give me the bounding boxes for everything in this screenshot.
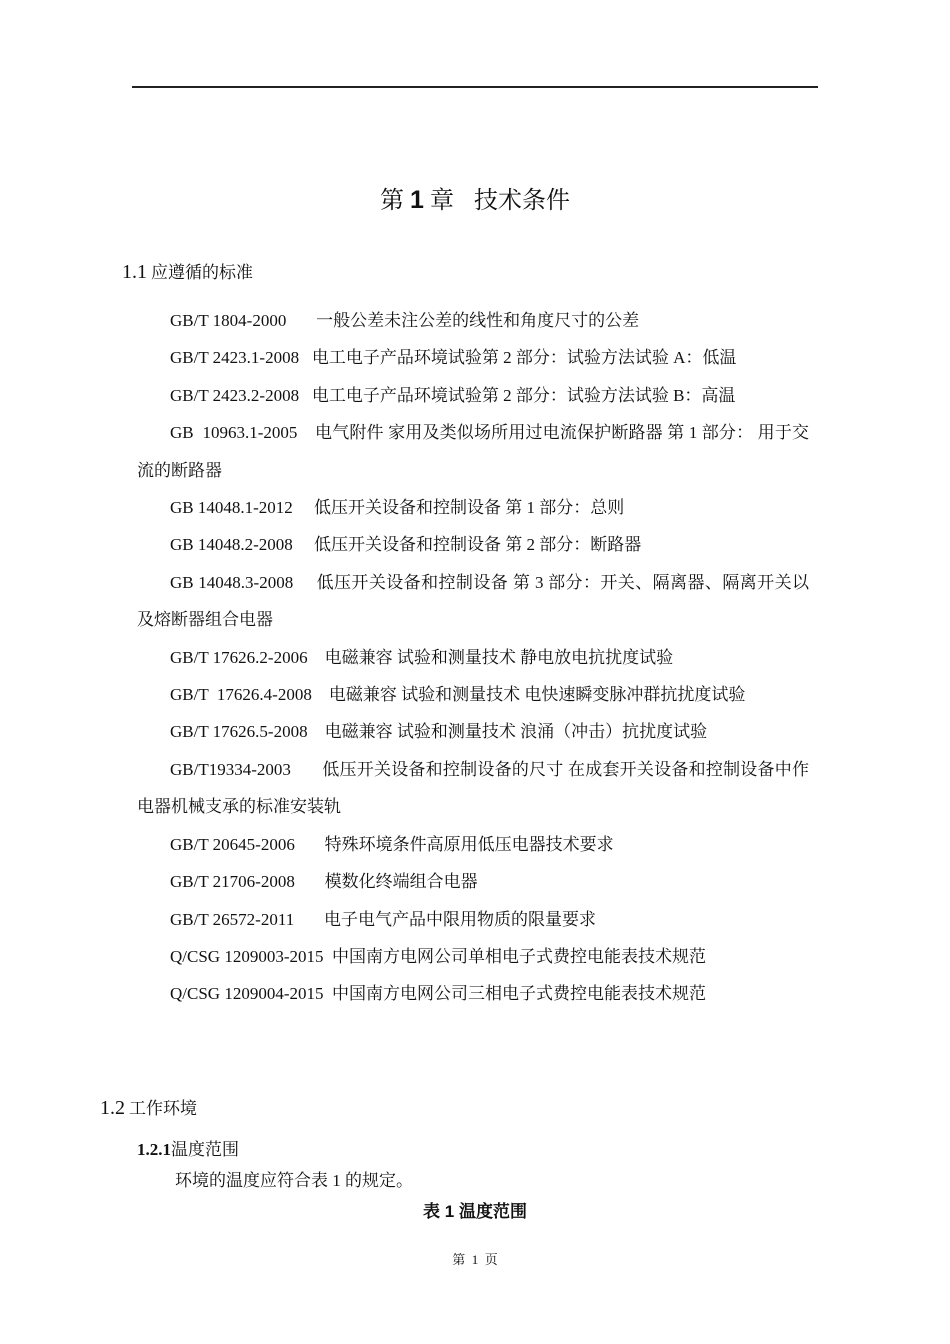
standard-code: GB 10963.1-2005 [170,423,316,443]
section-number: 1.2 [100,1097,125,1119]
section-title: 工作环境 [129,1099,197,1118]
standard-item [137,339,809,376]
standard-title: 电磁兼容 试验和测量技术 静电放电抗扰度试验 [324,647,674,667]
page-footer [0,1249,950,1268]
standard-title: 电气附件 家用及类似场所用过电流保护断路器 第 1 部分： 用于交流的断路器 [137,423,810,480]
standard-item [137,489,809,526]
standard-code: GB/T 2423.2-2008 [170,385,312,405]
standard-code: Q/CSG 1209004-2015 [170,984,332,1004]
standard-item [137,414,809,489]
standard-item [137,975,809,1012]
standard-title: 特殊环境条件高原用低压电器技术要求 [324,834,614,854]
standard-item [137,639,809,676]
standard-code: GB/T 26572-2011 [170,909,324,929]
chapter-name: 技术条件 [473,188,570,214]
chapter-title [0,180,950,215]
standard-code: GB/T 21706-2008 [170,872,325,892]
standard-title: 电磁兼容 试验和测量技术 浪涌（冲击）抗扰度试验 [324,722,708,742]
standard-item [137,377,809,414]
standard-code: GB/T19334-2003 [170,759,323,779]
table-caption: 表 1 温度范围 [423,1202,527,1221]
standard-item [137,751,809,826]
standard-code: Q/CSG 1209003-2015 [170,946,332,966]
subsection-title: 温度范围 [171,1140,239,1159]
standards-list [137,302,809,1013]
standard-code: GB 14048.2-2008 [170,535,315,555]
section-heading-1-2 [100,1094,197,1120]
standard-code: GB/T 20645-2006 [170,834,325,854]
standard-code: GB 14048.1-2012 [170,498,315,518]
footer-suffix: 页 [484,1252,498,1267]
page-number: 1 [471,1252,479,1267]
standard-title: 中国南方电网公司三相电子式费控电能表技术规范 [331,984,706,1004]
standard-item [137,564,809,639]
chapter-prefix: 第 [380,188,405,214]
standard-title: 低压开关设备和控制设备 第 2 部分：断路器 [314,535,642,555]
section-heading-1-1 [122,258,253,284]
standard-title: 电工电子产品环境试验第 2 部分：试验方法试验 A：低温 [311,348,737,368]
footer-prefix: 第 [452,1252,466,1267]
standard-item [137,526,809,563]
standard-title: 一般公差未注公差的线性和角度尺寸的公差 [316,311,640,330]
standard-code: GB/T 17626.2-2006 [170,647,325,667]
standard-item [137,938,809,975]
standard-code: GB/T 17626.4-2008 [170,685,329,705]
standard-item [137,863,809,900]
standard-code: GB/T 1804-2000 [170,311,317,330]
standard-title: 低压开关设备和控制设备 第 1 部分：总则 [314,498,625,518]
standard-item [137,826,809,863]
standard-title: 中国南方电网公司单相电子式费控电能表技术规范 [331,946,706,966]
standard-title: 电工电子产品环境试验第 2 部分：试验方法试验 B：高温 [311,385,736,405]
standard-title: 电磁兼容 试验和测量技术 电快速瞬变脉冲群抗扰度试验 [328,685,746,705]
body-paragraph: 环境的温度应符合表 1 的规定。 [175,1171,413,1190]
subsection-heading-1-2-1 [137,1135,239,1160]
chapter-suffix: 章 [429,188,454,214]
standard-item [137,302,809,339]
chapter-number: 1 [410,186,424,214]
standard-code: GB 14048.3-2008 [170,572,317,592]
subsection-number: 1.2.1 [137,1140,171,1159]
section-title: 应遵循的标准 [151,263,253,282]
section-number: 1.1 [122,261,147,283]
standard-title: 模数化终端组合电器 [324,872,478,892]
standard-title: 低压开关设备和控制设备 第 3 部分：开关、隔离器、隔离开关以及熔断器组合电器 [137,572,810,630]
standard-item [137,713,809,750]
standard-item [137,901,809,938]
standard-item [137,676,809,713]
standard-code: GB/T 17626.5-2008 [170,722,325,742]
standard-title: 低压开关设备和控制设备的尺寸 在成套开关设备和控制设备中作电器机械支承的标准安装轨 [137,759,810,817]
header-rule [132,86,818,88]
standard-title: 电子电气产品中限用物质的限量要求 [323,909,596,929]
standard-code: GB/T 2423.1-2008 [170,348,312,368]
